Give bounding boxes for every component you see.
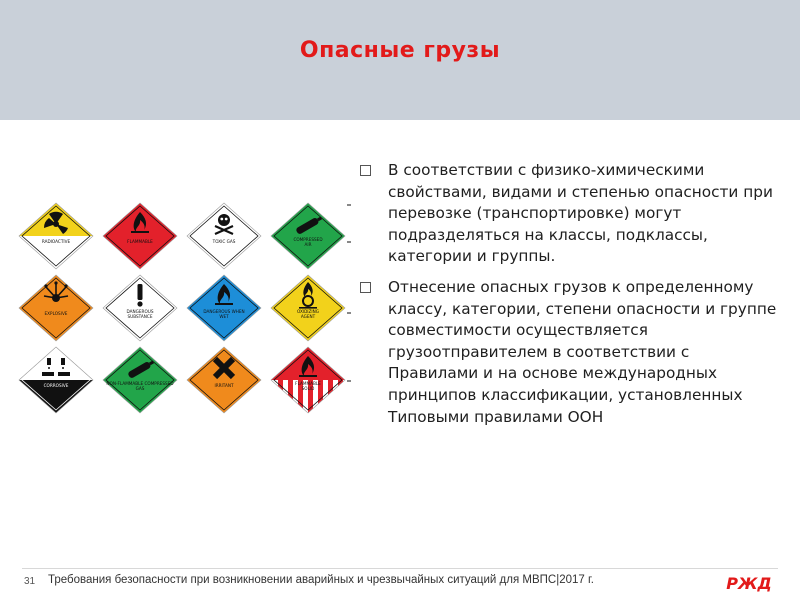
svg-text:DANGEROUS WHEN: DANGEROUS WHEN <box>203 309 245 314</box>
svg-text:GAS: GAS <box>135 386 145 391</box>
bullet-text: В соответствии с физико-химическими свойствами, видами и степенью опасности при перевозке (транспортировке) могут подразделяться на классы, подклассы, категории и группы. <box>388 161 773 266</box>
slide-number: 31 <box>24 576 36 587</box>
svg-text:SOLID: SOLID <box>301 386 315 391</box>
cross-placard-svg <box>184 344 264 416</box>
svg-text:РЖД: РЖД <box>726 574 772 593</box>
hazard-placard <box>100 272 180 344</box>
edge-dot <box>347 312 351 314</box>
radiation-placard-svg <box>16 200 96 272</box>
rzd-logo-svg <box>722 572 776 594</box>
svg-text:FLAMMABLE: FLAMMABLE <box>127 239 153 244</box>
page-title: Опасные грузы <box>299 38 501 63</box>
skull-placard-svg <box>184 200 264 272</box>
svg-text:TOXIC GAS: TOXIC GAS <box>212 239 236 244</box>
svg-text:CORROSIVE: CORROSIVE <box>43 383 69 388</box>
svg-text:RADIOACTIVE: RADIOACTIVE <box>41 239 71 244</box>
footer-divider <box>22 568 778 569</box>
gas-cylinder-placard-svg <box>100 344 180 416</box>
explosion-placard-svg <box>16 272 96 344</box>
svg-text:NON-FLAMMABLE COMPRESSED: NON-FLAMMABLE COMPRESSED <box>106 381 174 386</box>
hazard-placard <box>16 272 96 344</box>
svg-text:COMPRESSED: COMPRESSED <box>293 237 323 242</box>
svg-text:DANGEROUS: DANGEROUS <box>126 309 154 314</box>
bullet-list <box>358 160 778 437</box>
hazard-placard <box>268 200 348 272</box>
footer-text: Требования безопасности при возникновении аварийных и чрезвычайных ситуаций для МВПС|2017 г. <box>48 574 594 586</box>
rzd-logo-icon <box>722 572 776 594</box>
bullet-text: Отнесение опасных грузов к определенному классу, категории, степени опасности и группе совместимости осуществляется грузоотправителем в соответствии с Правилами и на основе международных принципов классификации, установленных Типовыми правилами ООН <box>388 277 777 426</box>
bullet-marker-icon <box>360 165 371 176</box>
flame-placard-svg <box>268 344 348 416</box>
corrosive-placard-svg <box>16 344 96 416</box>
svg-text:AGENT: AGENT <box>300 314 316 319</box>
flame-over-circle-placard-svg <box>268 272 348 344</box>
gas-cylinder-placard-svg <box>268 200 348 272</box>
hazard-placards-grid <box>16 200 348 420</box>
hazard-placard <box>184 272 264 344</box>
edge-dot <box>347 380 351 382</box>
hazard-placard <box>16 344 96 416</box>
bullet-marker-icon <box>360 282 371 293</box>
svg-text:IRRITANT: IRRITANT <box>214 383 234 388</box>
bullet-item <box>358 160 778 268</box>
bullet-item <box>358 277 778 428</box>
hazard-placard <box>16 200 96 272</box>
svg-text:WET: WET <box>219 314 229 319</box>
exclamation-placard-svg <box>100 272 180 344</box>
svg-text:FLAMMABLE: FLAMMABLE <box>295 381 321 386</box>
hazard-placard <box>100 344 180 416</box>
svg-text:OXIDIZING: OXIDIZING <box>296 309 320 314</box>
hazard-placard <box>268 344 348 416</box>
hazard-placard <box>184 344 264 416</box>
edge-dot <box>347 204 351 206</box>
edge-dot <box>347 241 351 243</box>
svg-text:SUBSTANCE: SUBSTANCE <box>127 314 153 319</box>
flame-placard-svg <box>100 200 180 272</box>
hazard-placard <box>100 200 180 272</box>
hazard-placard <box>184 200 264 272</box>
svg-text:AIR: AIR <box>304 242 312 247</box>
hazard-placard <box>268 272 348 344</box>
flame-placard-svg <box>184 272 264 344</box>
svg-text:EXPLOSIVE: EXPLOSIVE <box>44 311 68 316</box>
